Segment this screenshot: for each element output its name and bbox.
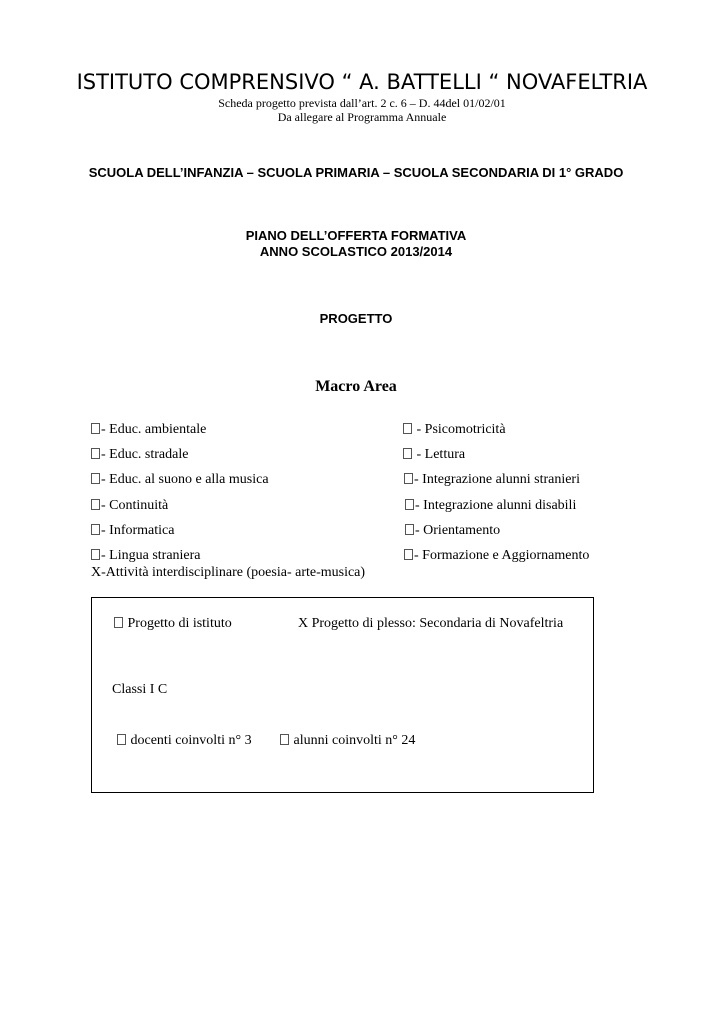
option-informatica: - Informatica bbox=[91, 523, 174, 539]
checkbox-icon bbox=[404, 549, 413, 560]
option-lettura: - Lettura bbox=[403, 447, 465, 463]
option-continuita: - Continuità bbox=[91, 498, 168, 514]
pof-title: PIANO DELL’OFFERTA FORMATIVA bbox=[245, 228, 467, 243]
subtitle-annual-program: Da allegare al Programma Annuale bbox=[277, 110, 447, 124]
option-lingua-straniera: - Lingua straniera bbox=[91, 548, 201, 564]
checkbox-icon bbox=[91, 549, 100, 560]
checkbox-icon bbox=[403, 448, 412, 459]
subtitle-regulation: Scheda progetto prevista dall’art. 2 c. 6 – D. 44del 01/02/01 bbox=[218, 96, 506, 110]
checkbox-icon bbox=[117, 734, 126, 745]
option-educ-ambientale: - Educ. ambientale bbox=[91, 422, 206, 438]
progetto-plesso: X Progetto di plesso: Secondaria di Novafeltria bbox=[298, 616, 564, 631]
checkbox-icon bbox=[403, 423, 412, 434]
option-psicomotricita: - Psicomotricità bbox=[403, 422, 506, 438]
option-educ-suono-musica: - Educ. al suono e alla musica bbox=[91, 472, 269, 488]
option-orientamento: - Orientamento bbox=[405, 523, 500, 539]
option-integrazione-stranieri: - Integrazione alunni stranieri bbox=[404, 472, 580, 488]
checkbox-icon bbox=[405, 524, 414, 535]
school-year: ANNO SCOLASTICO 2013/2014 bbox=[259, 244, 453, 259]
option-integrazione-disabili: - Integrazione alunni disabili bbox=[405, 498, 576, 514]
checkbox-icon bbox=[91, 499, 100, 510]
checkbox-icon bbox=[91, 524, 100, 535]
docenti-coinvolti: docenti coinvolti n° 3 bbox=[117, 733, 252, 749]
progetto-istituto: Progetto di istituto bbox=[114, 616, 232, 632]
option-formazione-aggiornamento: - Formazione e Aggiornamento bbox=[404, 548, 589, 564]
project-details-box bbox=[91, 597, 594, 793]
checkbox-icon bbox=[91, 448, 100, 459]
checkbox-icon bbox=[404, 473, 413, 484]
institute-title: ISTITUTO COMPRENSIVO “ A. BATTELLI “ NOVAFELTRIA bbox=[76, 70, 648, 94]
checkbox-icon bbox=[91, 423, 100, 434]
checkbox-icon bbox=[91, 473, 100, 484]
school-levels: SCUOLA DELL’INFANZIA – SCUOLA PRIMARIA – SCUOLA SECONDARIA DI 1° GRADO bbox=[88, 165, 624, 180]
option-educ-stradale: - Educ. stradale bbox=[91, 447, 188, 463]
alunni-coinvolti: alunni coinvolti n° 24 bbox=[280, 733, 415, 749]
checkbox-icon bbox=[280, 734, 289, 745]
macro-area-heading: Macro Area bbox=[315, 378, 397, 395]
classi: Classi I C bbox=[112, 682, 168, 697]
checkbox-icon bbox=[405, 499, 414, 510]
checkbox-icon bbox=[114, 617, 123, 628]
option-attivita-interdisciplinare: X-Attività interdisciplinare (poesia- arte-musica) bbox=[91, 565, 366, 580]
progetto-heading: PROGETTO bbox=[319, 311, 393, 326]
